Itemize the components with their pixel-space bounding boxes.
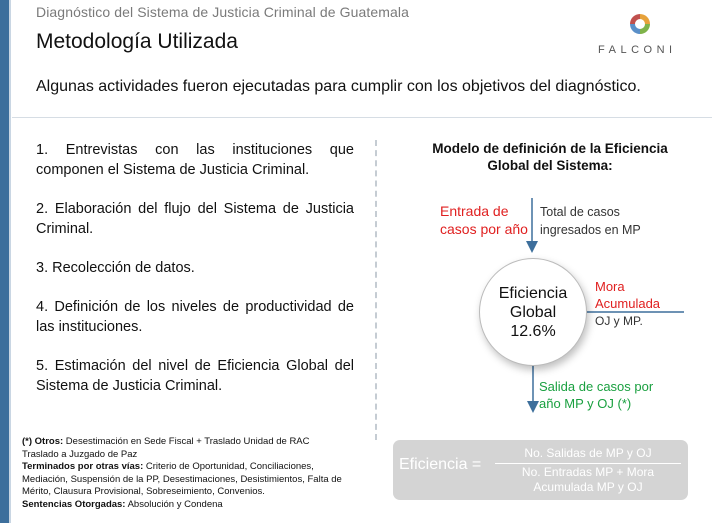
- note-otros-label: (*) Otros:: [22, 436, 64, 447]
- slide-title: Metodología Utilizada: [36, 30, 238, 53]
- formula-denominator-line-1: No. Entradas MP + Mora: [521, 465, 655, 479]
- list-item: 4. Definición de los niveles de productividad de las instituciones.: [36, 299, 354, 335]
- model-title-line-2: Global del Sistema:: [487, 158, 613, 173]
- list-item: 2. Elaboración del flujo del Sistema de Justicia Criminal.: [36, 201, 354, 237]
- salida-line-2: año MP y OJ (*): [539, 396, 632, 411]
- mora-sub-label: OJ y MP.: [595, 314, 643, 328]
- entrada-line-1: Entrada de: [440, 203, 509, 219]
- note-terminados-label: Terminados por otras vías:: [22, 461, 144, 473]
- circle-line-2: Global: [509, 303, 557, 321]
- circle-value: 12.6%: [510, 322, 556, 340]
- falconi-logo-text: FALCONI: [598, 44, 677, 56]
- mora-line-2: Acumulada: [595, 296, 661, 311]
- list-item: 5. Estimación del nivel de Eficiencia Global del Sistema de Justicia Criminal.: [36, 358, 354, 394]
- formula-box: [393, 440, 688, 500]
- note-terminados-text: Criterio de Oportunidad, Conciliaciones, Mediación, Suspensión de la PP, Desestimaciones, Desistimientos, Falta de Mérito, Clausura Provisional, Sobreseimiento, Convenios.: [22, 461, 342, 498]
- mora-label: [595, 278, 660, 312]
- eficiencia-circle: [479, 258, 587, 366]
- formula-numerator: No. Salidas de MP y OJ: [524, 446, 652, 460]
- note-sentencias-text: Absolución y Condena: [125, 498, 223, 510]
- list-item: 1. Entrevistas con las instituciones que componen el Sistema de Justicia Criminal.: [36, 142, 354, 178]
- formula-denominator: [493, 465, 683, 495]
- entrada-label: [440, 202, 528, 238]
- total-casos-label: [540, 203, 641, 239]
- note-otros-text: Desestimación en Sede Fiscal + Traslado Unidad de RAC: [63, 436, 310, 447]
- note-otros-text-2: Traslado a Juzgado de Paz: [22, 448, 138, 460]
- total-line-1: Total de casos: [540, 205, 620, 219]
- intro-text: Algunas actividades fueron ejecutadas para cumplir con los objetivos del diagnóstico.: [36, 78, 641, 95]
- formula-label: Eficiencia =: [399, 456, 482, 473]
- circle-line-1: Eficiencia: [498, 284, 568, 302]
- formula-denominator-line-2: Acumulada MP y OJ: [533, 480, 643, 494]
- salida-line-1: Salida de casos por: [539, 379, 654, 394]
- list-item: 3. Recolección de datos.: [36, 260, 195, 276]
- note-sentencias-label: Sentencias Otorgadas:: [22, 498, 126, 510]
- mora-line-1: Mora: [595, 279, 625, 294]
- formula-fraction-line: [495, 463, 681, 464]
- slide-supertitle: Diagnóstico del Sistema de Justicia Criminal de Guatemala: [36, 4, 409, 20]
- entrada-line-2: casos por año: [440, 221, 528, 237]
- model-title-line-1: Modelo de definición de la Eficiencia: [432, 141, 668, 156]
- salida-label: [539, 378, 653, 412]
- total-line-2: ingresados en MP: [540, 223, 641, 237]
